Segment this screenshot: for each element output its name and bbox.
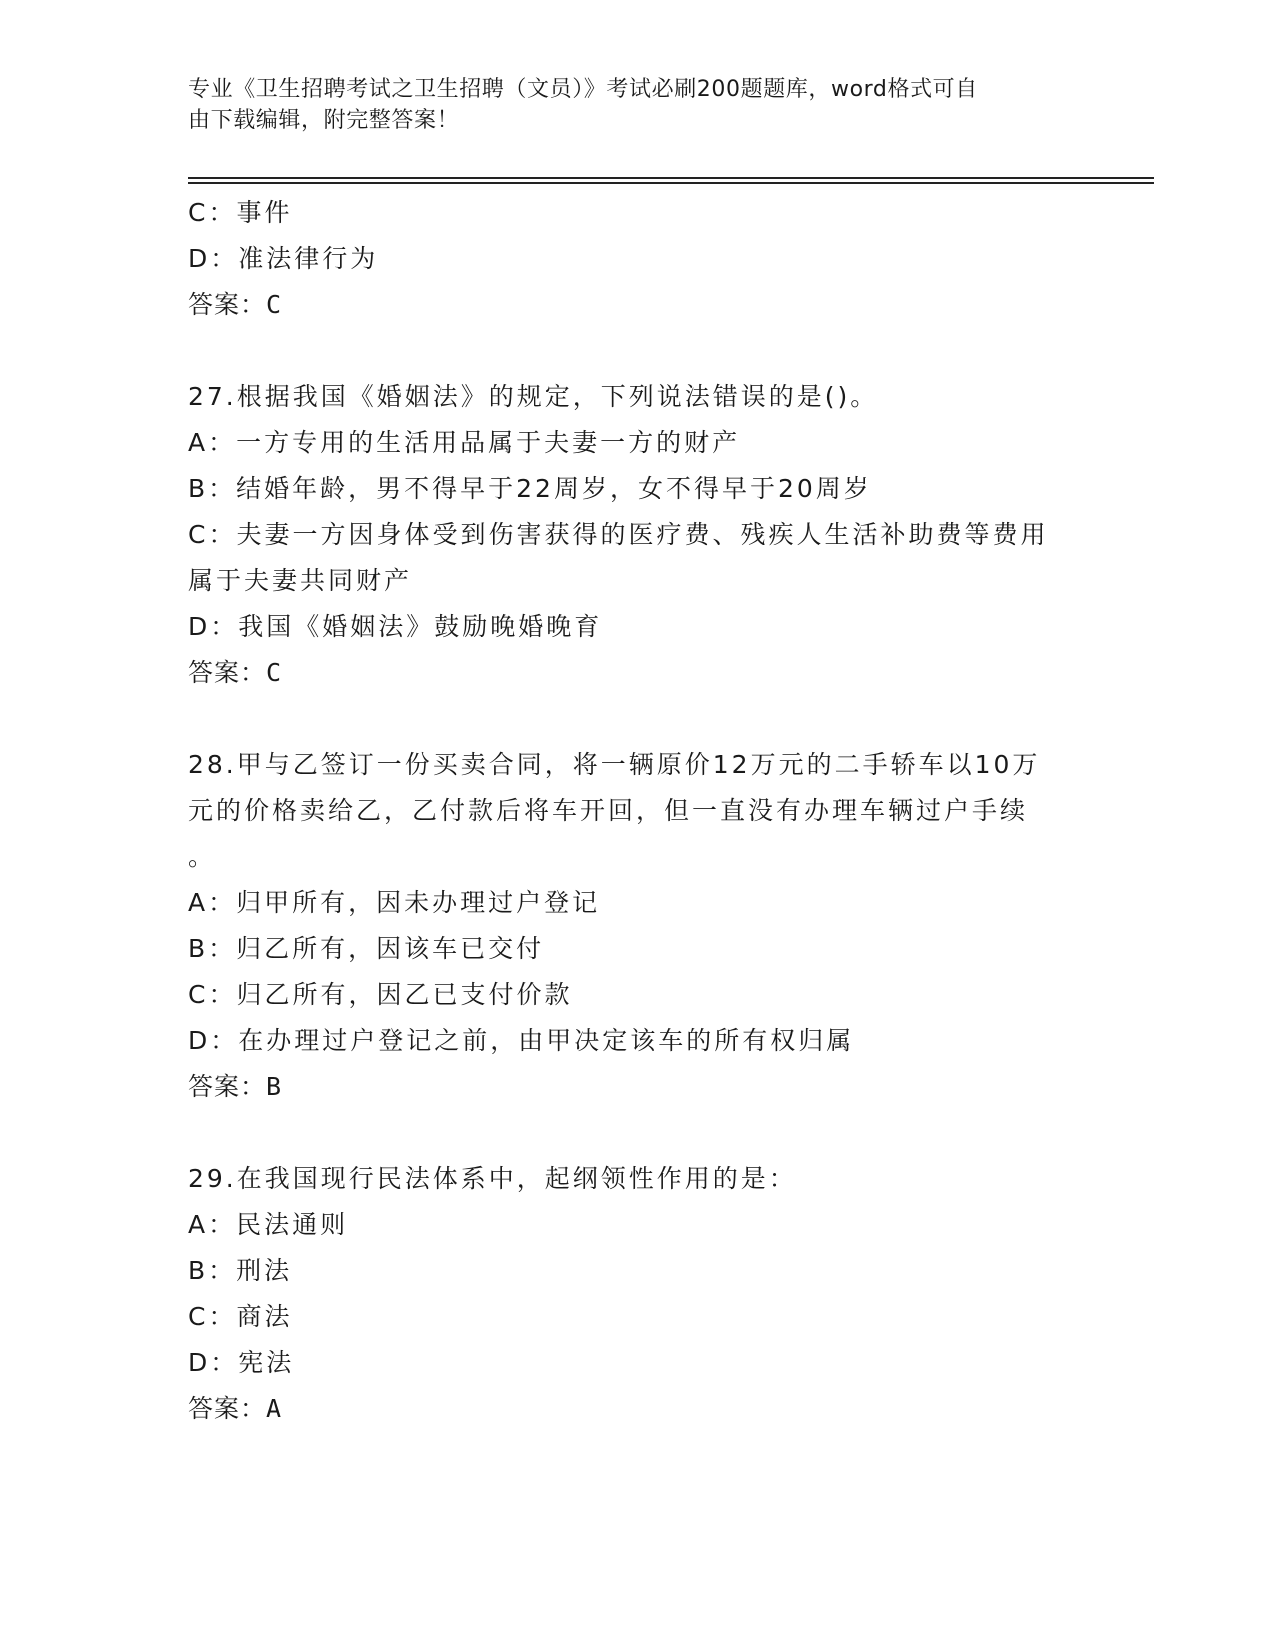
option-c: C：事件 bbox=[188, 198, 293, 227]
option-a: A：一方专用的生活用品属于夫妻一方的财产 bbox=[188, 428, 741, 457]
spacer bbox=[188, 696, 1088, 742]
header-divider-bottom bbox=[188, 182, 1154, 184]
answer: 答案：A bbox=[188, 1394, 283, 1423]
question-stem: 27.根据我国《婚姻法》的规定，下列说法错误的是()。 bbox=[188, 382, 879, 411]
question-stem-continued: 元的价格卖给乙，乙付款后将车开回，但一直没有办理车辆过户手续 bbox=[188, 796, 1029, 825]
option-a: A：归甲所有，因未办理过户登记 bbox=[188, 888, 601, 917]
option-c: C：夫妻一方因身体受到伤害获得的医疗费、残疾人生活补助费等费用 bbox=[188, 520, 1049, 549]
question-stem: 28.甲与乙签订一份买卖合同，将一辆原价12万元的二手轿车以10万 bbox=[188, 750, 1041, 779]
answer: 答案：C bbox=[188, 290, 283, 319]
header-divider-top bbox=[188, 177, 1154, 179]
answer: 答案：C bbox=[188, 658, 283, 687]
question-stem-end: 。 bbox=[188, 842, 217, 871]
option-d: D：准法律行为 bbox=[188, 244, 379, 273]
option-d: D：宪法 bbox=[188, 1348, 295, 1377]
option-b: B：归乙所有，因该车已交付 bbox=[188, 934, 545, 963]
option-b: B：刑法 bbox=[188, 1256, 293, 1285]
option-d: D：在办理过户登记之前，由甲决定该车的所有权归属 bbox=[188, 1026, 855, 1055]
header-line-2: 由下载编辑，附完整答案！ bbox=[188, 108, 460, 133]
question-list bbox=[188, 190, 1088, 1432]
question-26-tail bbox=[188, 190, 1088, 328]
spacer bbox=[188, 1110, 1088, 1156]
header-line-1: 专业《卫生招聘考试之卫生招聘（文员）》考试必刷200题题库，word格式可自 bbox=[188, 77, 978, 102]
option-d: D：我国《婚姻法》鼓励晚婚晚育 bbox=[188, 612, 603, 641]
question-29 bbox=[188, 1156, 1088, 1432]
option-a: A：民法通则 bbox=[188, 1210, 349, 1239]
option-c: C：归乙所有，因乙已支付价款 bbox=[188, 980, 573, 1009]
spacer bbox=[188, 328, 1088, 374]
question-stem: 29.在我国现行民法体系中，起纲领性作用的是： bbox=[188, 1164, 797, 1193]
option-c-continued: 属于夫妻共同财产 bbox=[188, 566, 413, 595]
option-b: B：结婚年龄，男不得早于22周岁，女不得早于20周岁 bbox=[188, 474, 872, 503]
option-c: C：商法 bbox=[188, 1302, 293, 1331]
answer: 答案：B bbox=[188, 1072, 283, 1101]
document-header bbox=[188, 74, 1068, 136]
question-28 bbox=[188, 742, 1088, 1110]
question-27 bbox=[188, 374, 1088, 696]
